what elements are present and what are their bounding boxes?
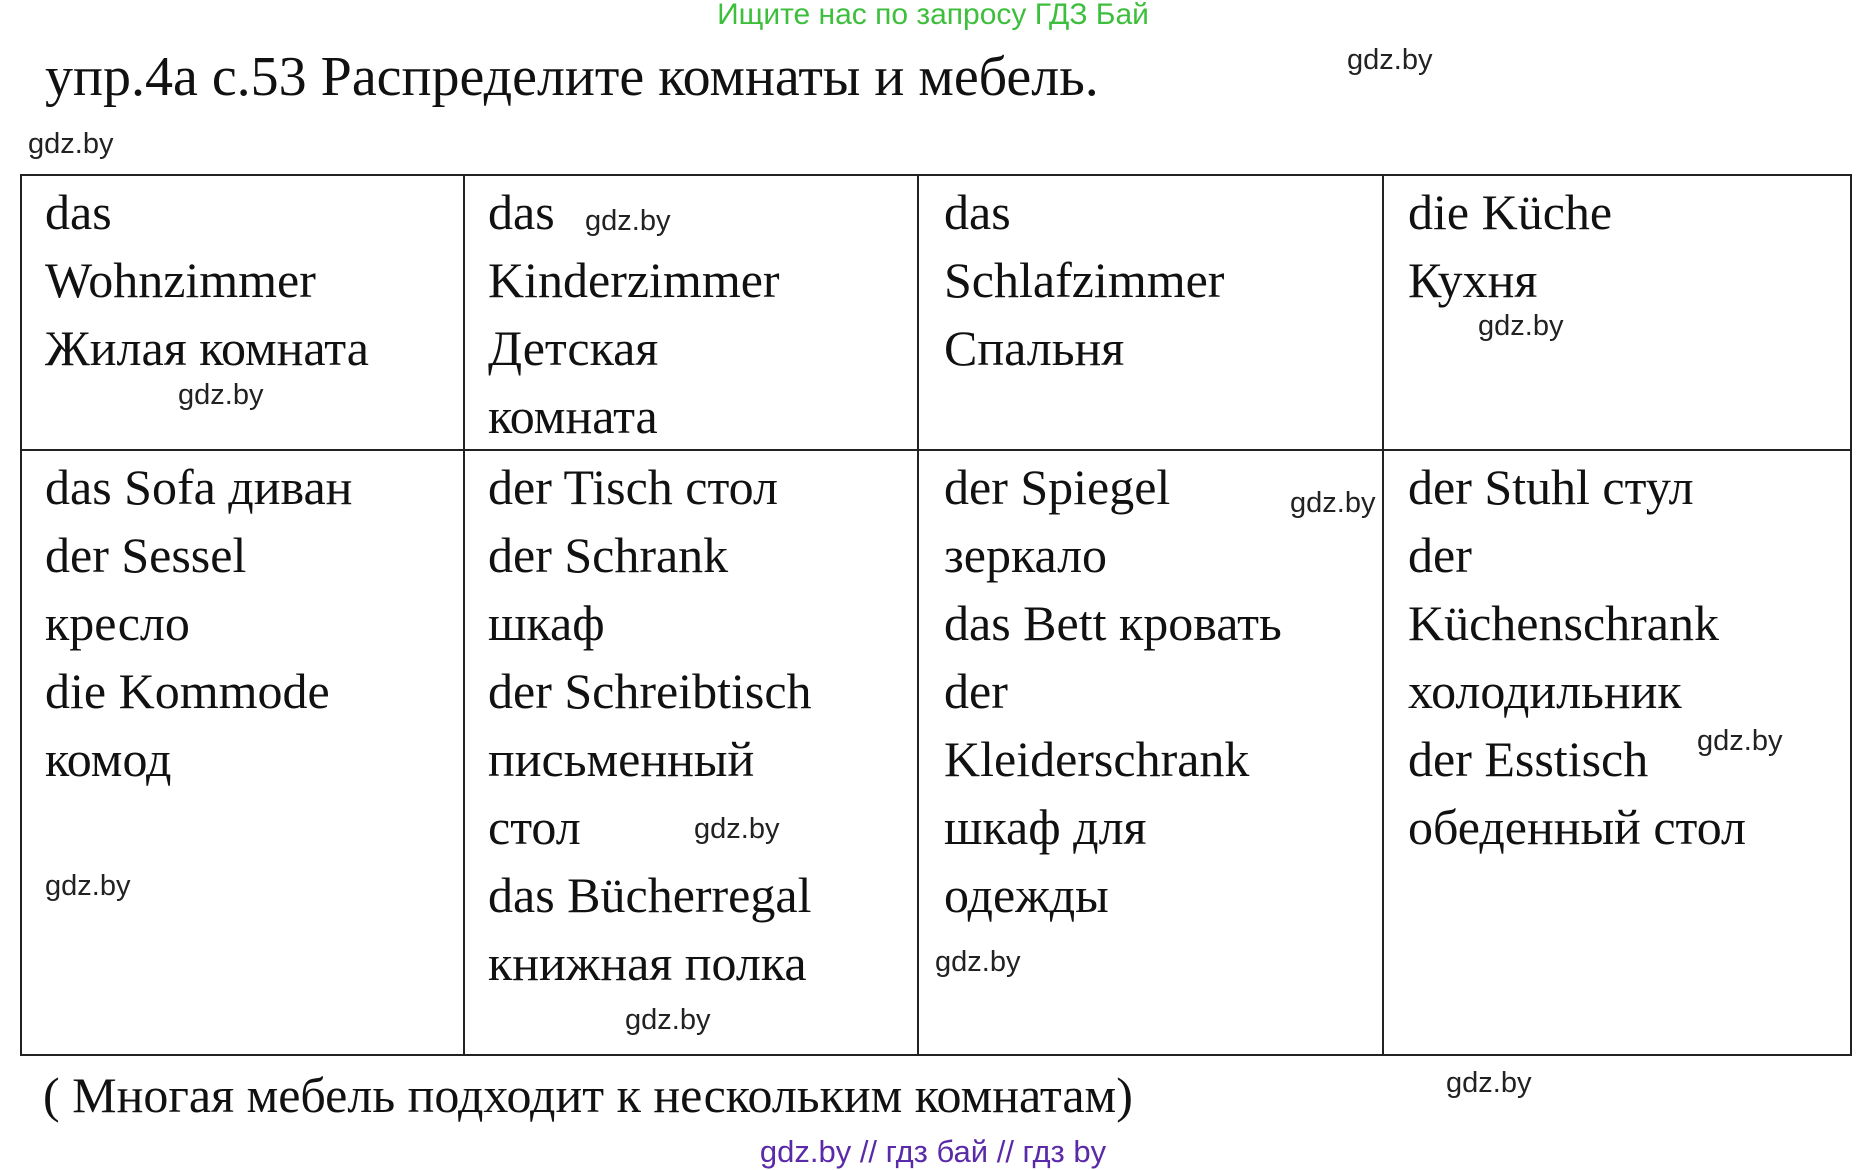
cell-line: das	[45, 184, 112, 240]
watermark: gdz.by	[45, 870, 131, 902]
cell-line: холодильник	[1408, 663, 1682, 719]
cell-line: шкаф	[488, 595, 605, 651]
watermark: gdz.by	[585, 205, 671, 237]
room-cell-living-room	[45, 178, 369, 382]
cell-line: Schlafzimmer	[944, 252, 1225, 308]
cell-line: der	[1408, 527, 1472, 583]
watermark: gdz.by	[935, 946, 1021, 978]
bottom-note: ( Многая мебель подходит к нескольким комнатам)	[43, 1067, 1133, 1123]
cell-line: Wohnzimmer	[45, 252, 316, 308]
cell-line: комната	[488, 388, 658, 444]
cell-line: das	[944, 184, 1011, 240]
cell-line: письменный	[488, 731, 755, 787]
cell-line: das	[488, 184, 555, 240]
cell-line: der	[944, 663, 1008, 719]
watermark: gdz.by	[1446, 1067, 1532, 1099]
cell-line: die Küche	[1408, 184, 1613, 240]
cell-line: Küchenschrank	[1408, 595, 1719, 651]
cell-line: Спальня	[944, 320, 1125, 376]
room-cell-bedroom	[944, 178, 1224, 382]
row-divider	[22, 449, 1850, 451]
watermark: gdz.by	[625, 1004, 711, 1036]
cell-line: Kinderzimmer	[488, 252, 780, 308]
watermark: gdz.by	[1478, 310, 1564, 342]
cell-line: зеркало	[944, 527, 1108, 583]
column-divider	[463, 176, 465, 1054]
cell-line: das Bücherregal	[488, 867, 812, 923]
cell-line: обеденный стол	[1408, 799, 1746, 855]
watermark: gdz.by	[694, 813, 780, 845]
cell-line: шкаф для	[944, 799, 1147, 855]
page-title: упр.4а с.53 Распределите комнаты и мебель.	[45, 46, 1099, 108]
cell-line: der Sessel	[45, 527, 247, 583]
cell-line: стол	[488, 799, 581, 855]
watermark: gdz.by	[1290, 487, 1376, 519]
cell-line: der Esstisch	[1408, 731, 1649, 787]
cell-line: Кухня	[1408, 252, 1538, 308]
furniture-cell-bedroom	[944, 453, 1282, 929]
column-divider	[917, 176, 919, 1054]
column-divider	[1382, 176, 1384, 1054]
cell-line: der Stuhl стул	[1408, 459, 1694, 515]
watermark: gdz.by	[1347, 44, 1433, 76]
cell-line: Детская	[488, 320, 659, 376]
cell-line: одежды	[944, 867, 1109, 923]
rooms-furniture-table	[20, 174, 1852, 1056]
cell-line: der Schreibtisch	[488, 663, 812, 719]
watermark: gdz.by	[178, 379, 264, 411]
footer-links: gdz.by // гдз бай // гдз by	[759, 1134, 1107, 1169]
furniture-cell-living-room	[45, 453, 352, 793]
watermark: gdz.by	[28, 128, 114, 160]
cell-line: Жилая комната	[45, 320, 369, 376]
cell-line: das Bett кровать	[944, 595, 1282, 651]
cell-line: комод	[45, 731, 172, 787]
cell-line: die Kommode	[45, 663, 330, 719]
cell-line: das Sofa диван	[45, 459, 353, 515]
watermark: gdz.by	[1697, 725, 1783, 757]
cell-line: Kleiderschrank	[944, 731, 1250, 787]
cell-line: кресло	[45, 595, 190, 651]
room-cell-kitchen	[1408, 178, 1612, 314]
top-banner: Ищите нас по запросу ГДЗ Бай	[717, 0, 1149, 31]
furniture-cell-kids-room	[488, 453, 812, 997]
cell-line: der Schrank	[488, 527, 729, 583]
cell-line: der Tisch стол	[488, 459, 778, 515]
furniture-cell-kitchen	[1408, 453, 1746, 861]
cell-line: книжная полка	[488, 935, 807, 991]
cell-line: der Spiegel	[944, 459, 1171, 515]
